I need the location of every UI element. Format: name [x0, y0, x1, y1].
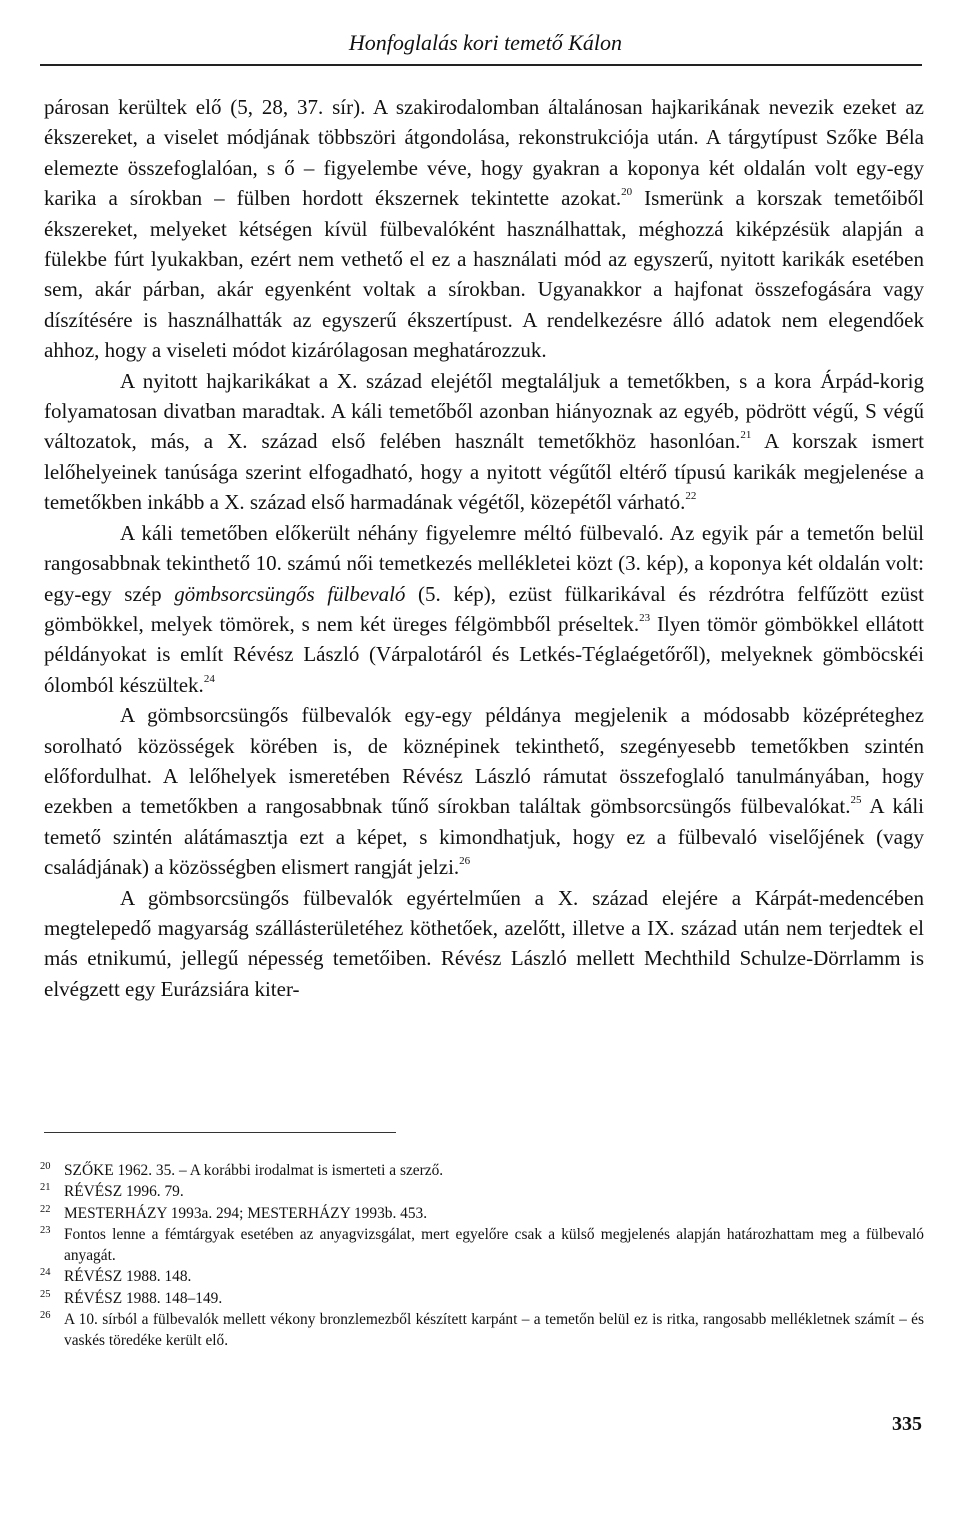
footnote-number: 23	[40, 1224, 51, 1236]
paragraph	[44, 883, 924, 1005]
footnote	[40, 1266, 924, 1287]
text-run: Ismerünk a korszak temetőiből ékszereket, melyeket kétségen kívül fülbevalóként használhattak, méghozzá kiképzésük alapján a fülekbe fúrt lyukakban, ezért nem vethető el ez a használati mód az egyszerű, nyitott karikák esetében sem, akár párban, akár egyenként voltak a sírokban. Ugyanakkor a hajfonat összefogására vagy díszítésére is használhatták az egyszerű ékszertípust. A rendelkezésre álló adatok nem elegendőek ahhoz, hogy a viseleti módot kizárólagosan meghatározzuk.	[44, 186, 924, 363]
footnote-reference: 25	[850, 794, 862, 807]
footnote-number: 20	[40, 1161, 51, 1172]
footnote-text: RÉVÉSZ 1996. 79.	[64, 1183, 184, 1201]
footnote-reference: 24	[203, 672, 215, 685]
footnote-text: RÉVÉSZ 1988. 148–149.	[64, 1289, 223, 1307]
paragraph	[44, 700, 924, 882]
page-number: 335	[892, 1413, 922, 1435]
paragraph	[44, 92, 924, 366]
paragraph	[44, 366, 924, 518]
footnote-number: 22	[40, 1203, 51, 1215]
text-run: A gömbsorcsüngős fülbevalók egyértelműen a X. század elejére a Kárpát-medencében megtelepedő magyarság szállásterületéhez köthetőek, azelőtt, illetve a IX. század után nem terjedtek el más etnikumú, jellegű népesség temetőiben. Révész László mellett Mechthild Schulze-Dörrlamm is elvégzett egy Eurázsiára kiter-	[44, 885, 924, 1001]
footnote-text: A 10. sírból a fülbevalók mellett vékony bronzlemezből készített karpánt – a temetőn belül ez is ritka, rangosabb mellékletnek számít – és vaskés töredéke került elő.	[64, 1311, 924, 1350]
text-run: párosan kerültek elő (5, 28, 37. sír). A szakirodalomban általánosan hajkarikának nevezik ezeket az ékszereket, a viselet módjának többszöri átgondolása, rekonstrukciója után. A tárgytípust Szőke Béla elemezte összefoglalóan, s ő – figyelembe véve, hogy gyakran a koponya két oldalán volt egy-egy karika a sírokban – fülben hordott ékszernek tekintette azokat.	[44, 95, 924, 211]
text-run: A korszak ismert lelőhelyeinek tanúsága szerint elfogadható, hogy a nyitott végűtől eltérő típusú karikák megjelenése a temetőkben inkább a X. század első harmadának végétől, közepétől várható.	[44, 429, 924, 515]
body-text	[44, 92, 924, 1004]
text-run: A káli temetőben előkerült néhány figyelemre méltó fülbevaló. Az egyik pár a temetőn belül rangosabbnak tekinthető 10. számú női temetkezés mellékletei közt (3. kép), a koponya két oldalán volt: egy-egy szép	[44, 520, 924, 606]
text-run: (5. kép), ezüst fülkarikával és rézdrótra felfűzött ezüst gömbökkel, melyek tömörek, s nem két üreges félgömbből préseltek.	[44, 581, 924, 636]
footnote-text: RÉVÉSZ 1988. 148.	[64, 1268, 192, 1286]
footnote	[40, 1203, 924, 1224]
text-run: A gömbsorcsüngős fülbevalók egy-egy példánya megjelenik a módosabb középréteghez sorolható közösségek körében is, de köznépinek tekinthető, szegényesebb temetőkben szintén előfordulhat. A lelőhelyek ismeretében Révész László rámutat összefoglaló tanulmányában, hogy ezekben a temetőkben a rangosabbnak tűnő sírokban találtak gömbsorcsüngős fülbevalókat.	[44, 703, 924, 819]
paragraph	[44, 518, 924, 700]
running-header	[40, 28, 922, 66]
footnote-number: 26	[40, 1310, 51, 1322]
text-run: A nyitott hajkarikákat a X. század elejétől megtaláljuk a temetőkben, s a kora Árpád-korig folyamatosan divatban maradtak. A káli temetőből azonban hiányoznak az egyéb, pödrött végű, S végű változatok, más, a X. század első felében használt temetőkhöz hasonlóan.	[44, 368, 924, 454]
footnote-number: 21	[40, 1182, 51, 1194]
italic-term: gömbsorcsüngős fülbevaló	[174, 581, 406, 606]
footnote-reference: 20	[621, 186, 633, 199]
text-run: Ilyen tömör gömbökkel ellátott példányokat is említ Révész László (Várpalotáról és Letkés-Téglaégetőről), melyeknek gömböcskéi ólomból készültek.	[44, 611, 924, 697]
footnote-divider	[44, 1132, 396, 1133]
running-header-title: Honfoglalás kori temető Kálon	[348, 30, 622, 55]
footnote	[40, 1181, 924, 1202]
footnote	[40, 1309, 924, 1352]
footnote-text: Fontos lenne a fémtárgyak esetében az anyagvizsgálat, mert egyelőre csak a külső megjelenés alapján határozhattam meg a fülbevaló anyagát.	[64, 1225, 924, 1265]
footnotes	[40, 1160, 924, 1352]
footnote-text: SZŐKE 1962. 35. – A korábbi irodalmat is ismerteti a szerző.	[64, 1162, 444, 1179]
footnote-number: 25	[40, 1288, 51, 1300]
footnote	[40, 1288, 924, 1309]
footnote	[40, 1224, 924, 1267]
footnote-text: MESTERHÁZY 1993a. 294; MESTERHÁZY 1993b. 453.	[64, 1204, 428, 1222]
footnote	[40, 1160, 924, 1181]
text-run: A káli temető szintén alátámasztja ezt a képet, s kimondhatjuk, hogy ez a fülbevaló viselőjének (vagy családjának) a közösségben elismert rangját jelzi.	[44, 794, 924, 880]
footnote-reference: 21	[740, 429, 752, 442]
footnote-reference: 26	[459, 855, 471, 868]
footnote-number: 24	[40, 1267, 51, 1279]
footnote-reference: 23	[639, 611, 651, 624]
footnote-reference: 22	[685, 490, 697, 503]
